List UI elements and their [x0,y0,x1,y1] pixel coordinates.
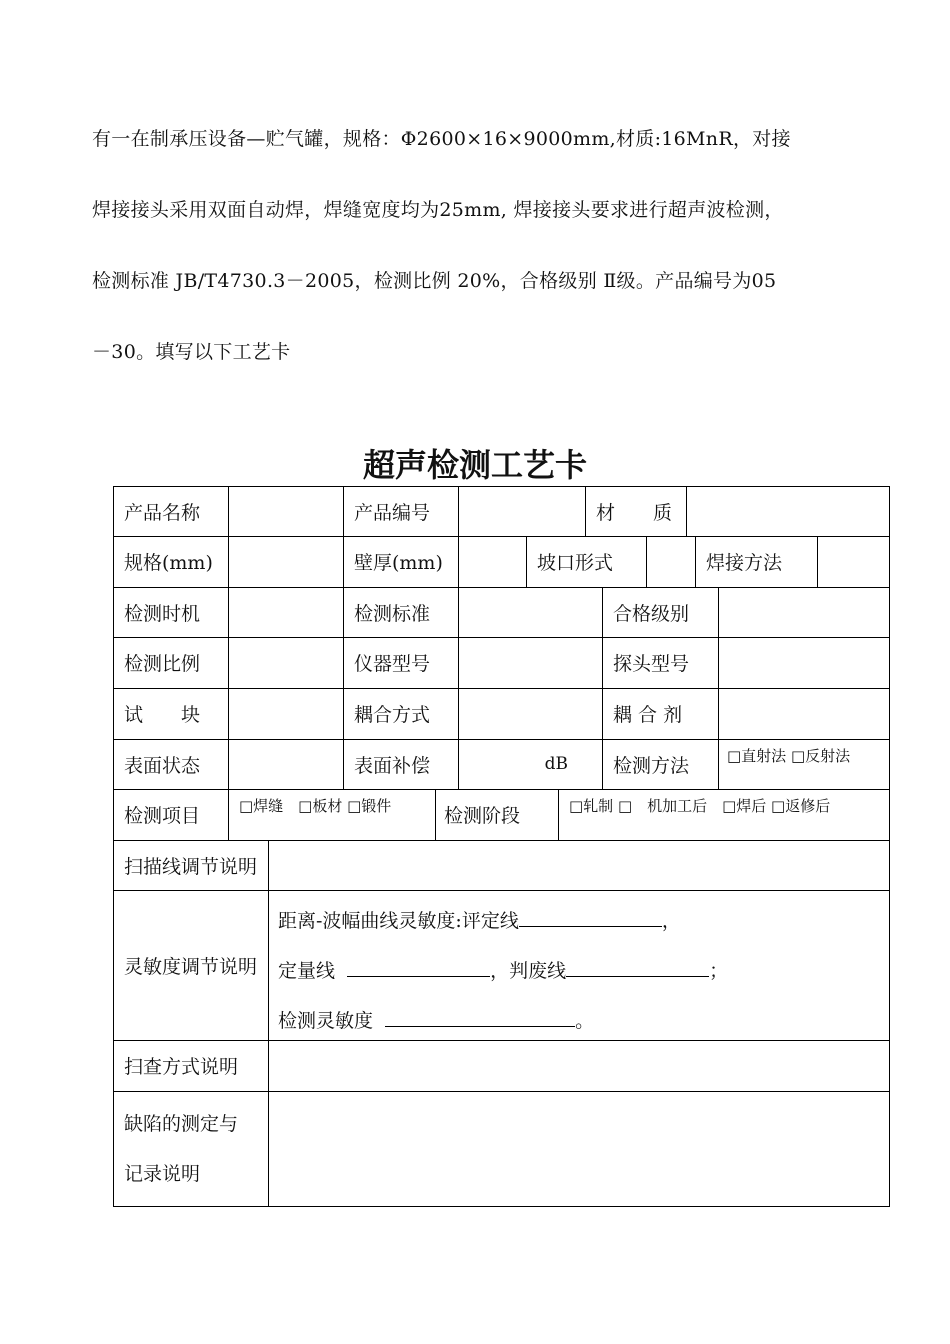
table-row [113,688,889,739]
block-field[interactable] [228,688,343,739]
compensation-label: 表面补偿 [343,739,458,789]
material-field[interactable] [686,486,889,536]
thickness-field[interactable] [458,536,526,587]
groove-label: 坡口形式 [526,536,646,587]
surface-field[interactable] [228,739,343,789]
product-name-label: 产品名称 [113,486,228,536]
grade-label: 合格级别 [602,587,718,637]
detect-sens-blank[interactable] [385,1008,575,1027]
intro-line-4: －30。填写以下工艺卡 [92,341,291,363]
ratio-field[interactable] [228,637,343,688]
punct: ， [661,910,681,932]
scan-mode-label: 扫查方式说明 [113,1040,268,1091]
coupling-label: 耦合方式 [343,688,458,739]
defect-label-line-1: 缺陷的测定与 [124,1112,239,1135]
table-row [113,486,889,536]
surface-label: 表面状态 [113,739,228,789]
intro-line-1: 有一在制承压设备—贮气罐，规格：Φ2600×16×9000mm,材质:16MnR，对接 [92,128,791,150]
table-row [113,587,889,637]
intro-paragraph [92,104,892,388]
product-no-label: 产品编号 [343,486,458,536]
table-border [889,486,890,1207]
defect-label-line-2: 记录说明 [124,1162,201,1185]
stage-options[interactable]: □轧制 □ 机加工后 □焊后 □返修后 [558,789,889,840]
sensitivity-line-2 [278,956,728,983]
defect-label [113,1091,268,1206]
scan-mode-field[interactable] [268,1040,889,1091]
coupling-field[interactable] [458,688,602,739]
probe-field[interactable] [718,637,889,688]
eval-line-blank[interactable] [519,908,662,927]
timing-field[interactable] [228,587,343,637]
product-name-field[interactable] [228,486,343,536]
db-unit: dB [544,754,568,774]
intro-line-3: 检测标准 JB/T4730.3－2005，检测比例 20%，合格级别 Ⅱ级。产品编号为05 [92,270,777,292]
instrument-field[interactable] [458,637,602,688]
material-label: 材 质 [585,486,686,536]
sensitivity-line-1 [278,906,681,933]
sensitivity-line-3 [278,1006,594,1033]
table-row [113,739,889,789]
judge-line-blank[interactable] [566,958,709,977]
stage-label: 检测阶段 [435,789,558,840]
probe-label: 探头型号 [602,637,718,688]
table-row [113,789,889,840]
couplant-field[interactable] [718,688,889,739]
spec-field[interactable] [228,536,343,587]
card-title: 超声检测工艺卡 [362,446,587,484]
groove-field[interactable] [646,536,695,587]
table-row [113,637,889,688]
table-border [113,1206,890,1207]
block-label: 试 块 [113,688,228,739]
detect-sens-label: 检测灵敏度 [278,1010,374,1032]
table-row [113,1040,889,1091]
item-options[interactable]: □焊缝 □板材 □锻件 [228,789,435,840]
scan-adjust-label: 扫描线调节说明 [113,840,268,890]
thickness-label: 壁厚(mm) [343,536,458,587]
table-row [113,536,889,587]
judge-line-label: ，判废线 [490,960,567,982]
method-options[interactable]: □直射法 □反射法 [718,739,889,789]
weld-method-label: 焊接方法 [695,536,817,587]
defect-field[interactable] [268,1091,889,1206]
timing-label: 检测时机 [113,587,228,637]
quant-line-label: 定量线 [278,960,336,982]
product-no-field[interactable] [458,486,585,536]
quant-line-blank[interactable] [347,958,490,977]
grade-field[interactable] [718,587,889,637]
ratio-label: 检测比例 [113,637,228,688]
item-label: 检测项目 [113,789,228,840]
intro-line-2: 焊接接头采用双面自动焊，焊缝宽度均为25mm, 焊接接头要求进行超声波检测， [92,199,784,221]
compensation-field[interactable] [458,739,602,789]
instrument-label: 仪器型号 [343,637,458,688]
scan-adjust-field[interactable] [268,840,889,890]
spec-label: 规格(mm) [113,536,228,587]
punct: ； [709,960,729,982]
table-row [113,1091,889,1206]
sens-adjust-label: 灵敏度调节说明 [113,890,268,1040]
eval-line-label: 距离-波幅曲线灵敏度:评定线 [278,910,519,932]
weld-method-field[interactable] [817,536,889,587]
method-label: 检测方法 [602,739,718,789]
table-row [113,840,889,890]
standard-label: 检测标准 [343,587,458,637]
standard-field[interactable] [458,587,602,637]
couplant-label: 耦 合 剂 [602,688,718,739]
punct: 。 [575,1010,595,1032]
